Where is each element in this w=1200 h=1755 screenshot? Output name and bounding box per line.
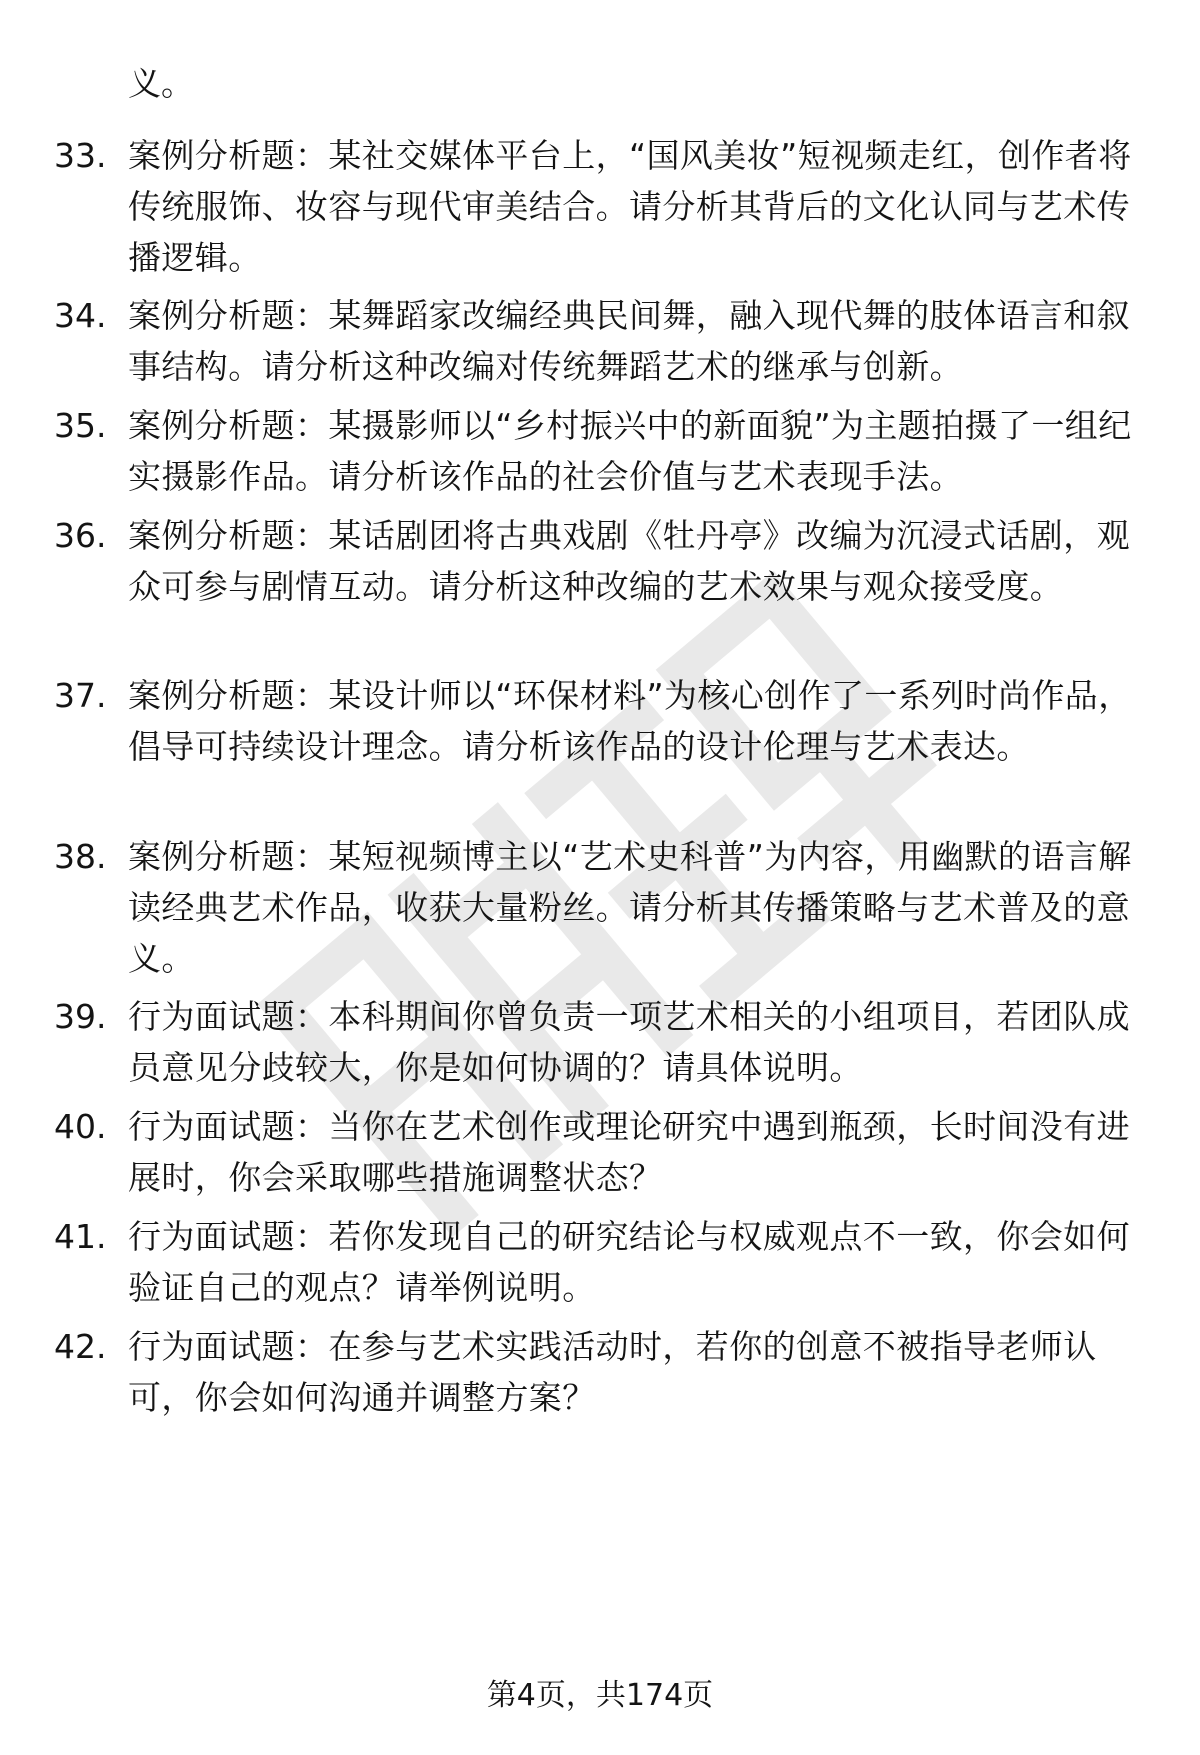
question-number: 40. [54, 1107, 107, 1146]
question-number: 38. [54, 837, 107, 876]
question-text: 案例分析题：某舞蹈家改编经典民间舞，融入现代舞的肢体语言和叙事结构。请分析这种改编对传统舞蹈艺术的继承与创新。 [128, 296, 1130, 386]
question-number: 36. [54, 516, 107, 555]
question-text: 行为面试题：本科期间你曾负责一项艺术相关的小组项目，若团队成员意见分歧较大，你是如何协调的？请具体说明。 [128, 997, 1130, 1087]
question-number: 42. [54, 1327, 107, 1366]
question-number: 34. [54, 296, 107, 335]
question-text: 案例分析题：某社交媒体平台上，“国风美妆”短视频走红，创作者将传统服饰、妆容与现代审美结合。请分析其背后的文化认同与艺术传播逻辑。 [128, 136, 1132, 277]
question-text: 行为面试题：若你发现自己的研究结论与权威观点不一致，你会如何验证自己的观点？请举例说明。 [128, 1217, 1130, 1307]
question-text: 行为面试题：在参与艺术实践活动时，若你的创意不被指导老师认可，你会如何沟通并调整方案？ [128, 1327, 1097, 1417]
question-number: 35. [54, 406, 107, 445]
question-number: 41. [54, 1217, 107, 1256]
page-number-footer: 第4页，共174页 [486, 1678, 714, 1713]
question-text: 案例分析题：某短视频博主以“艺术史科普”为内容，用幽默的语言解读经典艺术作品，收获大量粉丝。请分析其传播策略与艺术普及的意义。 [128, 837, 1132, 978]
question-text: 案例分析题：某话剧团将古典戏剧《牡丹亭》改编为沉浸式话剧，观众可参与剧情互动。请分析这种改编的艺术效果与观众接受度。 [128, 516, 1130, 606]
question-text: 行为面试题：当你在艺术创作或理论研究中遇到瓶颈，长时间没有进展时，你会采取哪些措施调整状态？ [128, 1107, 1130, 1197]
question-number: 39. [54, 997, 107, 1036]
question-text: 案例分析题：某设计师以“环保材料”为核心创作了一系列时尚作品，倡导可持续设计理念。请分析该作品的设计伦理与艺术表达。 [128, 676, 1132, 766]
question-text: 案例分析题：某摄影师以“乡村振兴中的新面貌”为主题拍摄了一组纪实摄影作品。请分析该作品的社会价值与艺术表现手法。 [128, 406, 1132, 496]
question-number: 37. [54, 676, 107, 715]
continued-text-fragment: 义。 [128, 64, 194, 103]
question-number: 33. [54, 136, 107, 175]
